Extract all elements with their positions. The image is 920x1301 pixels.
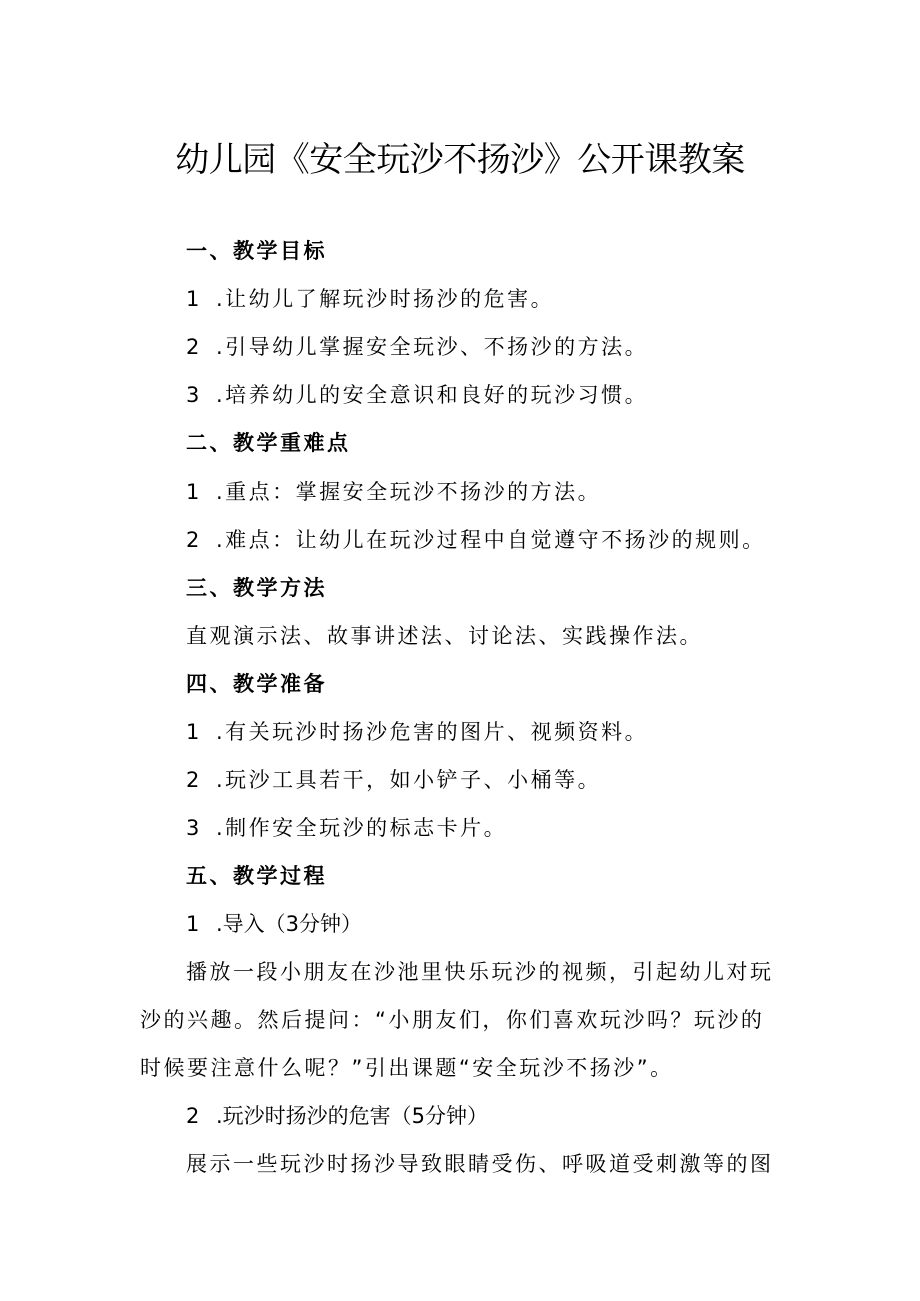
list-item-text: .玩沙工具若干，如小铲子、小桶等。 [216,768,602,792]
list-item [186,332,648,362]
list-item-text: .培养幼儿的安全意识和良好的玩沙习惯。 [216,383,649,407]
list-item-number: 2 [186,335,202,359]
list-item [186,284,554,314]
list-item-number: 1 [186,287,202,311]
list-item [186,765,601,795]
step-text: .玩沙时扬沙的危害（5分钟） [216,1104,489,1128]
list-item-text: .让幼儿了解玩沙时扬沙的危害。 [216,287,555,311]
step-text: .导入（3分钟） [216,912,363,936]
section-heading-process: 五、教学过程 [186,864,327,888]
list-item-text: .制作安全玩沙的标志卡片。 [216,816,508,840]
list-item-number: 3 [186,383,202,407]
list-item-number: 2 [186,768,202,792]
step-number: 1 [186,912,200,936]
list-item-text: .重点：掌握安全玩沙不扬沙的方法。 [216,480,602,504]
section-heading-objectives: 一、教学目标 [186,239,327,263]
list-item [186,477,601,507]
step-heading [186,909,362,939]
paragraph-line: 时候要注意什么呢？”引出课题“安全玩沙不扬沙”。 [140,1056,674,1080]
list-item-number: 2 [186,528,202,552]
list-item-text: .有关玩沙时扬沙危害的图片、视频资料。 [216,720,649,744]
section-heading-methods: 三、教学方法 [186,576,327,600]
list-item [186,813,507,843]
list-item [186,525,766,555]
list-item-number: 1 [186,480,202,504]
list-item [186,717,648,747]
list-item-text: .难点：让幼儿在玩沙过程中自觉遵守不扬沙的规则。 [216,528,766,552]
section-heading-key-points: 二、教学重难点 [186,431,351,455]
paragraph: 直观演示法、故事讲述法、讨论法、实践操作法。 [186,624,703,648]
step-number: 2 [186,1104,200,1128]
paragraph-line: 播放一段小朋友在沙池里快乐玩沙的视频，引起幼儿对玩 [186,960,774,984]
paragraph-line: 沙的兴趣。然后提问：“小朋友们，你们喜欢玩沙吗？玩沙的 [140,1008,765,1032]
section-heading-preparation: 四、教学准备 [186,672,327,696]
document-title: 幼儿园《安全玩沙不扬沙》公开课教案 [175,140,745,180]
list-item-text: .引导幼儿掌握安全玩沙、不扬沙的方法。 [216,335,649,359]
list-item-number: 3 [186,816,202,840]
step-heading [186,1101,488,1131]
list-item-number: 1 [186,720,202,744]
paragraph-line: 展示一些玩沙时扬沙导致眼睛受伤、呼吸道受刺激等的图 [186,1152,774,1176]
list-item [186,380,648,410]
